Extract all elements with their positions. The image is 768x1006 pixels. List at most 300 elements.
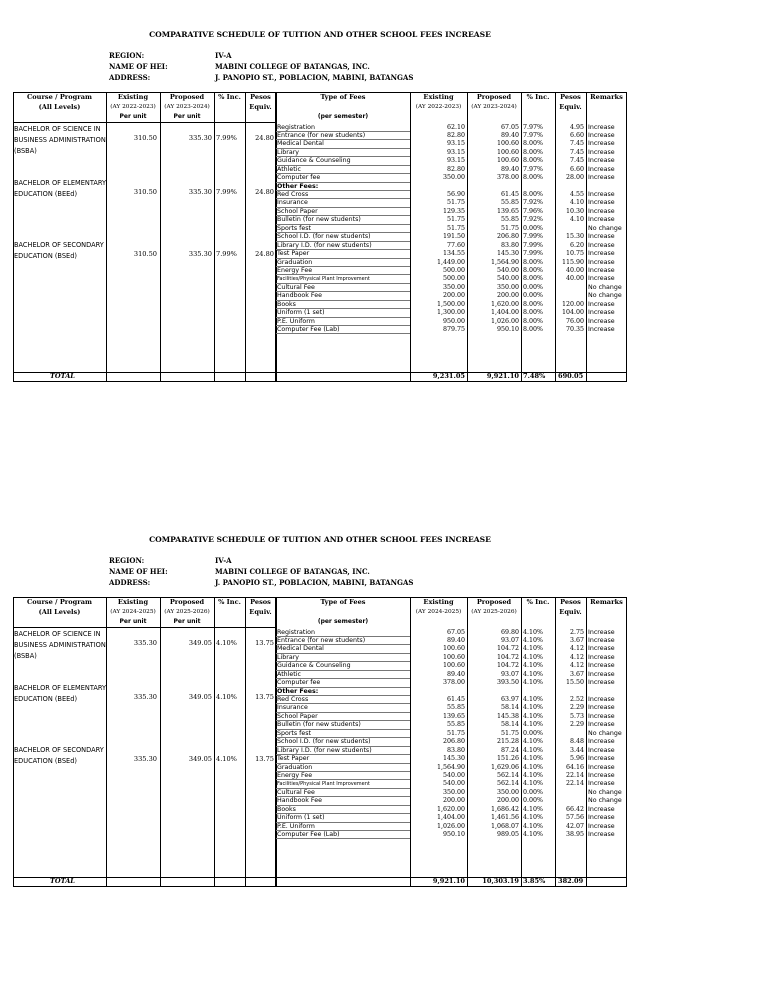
hei-label: NAME OF HEI:: [109, 62, 168, 71]
col-fee-existing-subheader: (AY 2024-2025): [415, 609, 462, 615]
fee-proposed-cell: 540.00: [496, 266, 519, 274]
fee-pct-cell: [523, 688, 555, 696]
fee-pct-cell: 4.10%: [523, 679, 544, 687]
fee-pct-cell: [523, 183, 555, 191]
fee-pesos-cell: [555, 789, 584, 797]
fee-pesos-cell: 4.95: [569, 123, 584, 131]
fee-remarks-list: [586, 124, 627, 335]
total-pct: 3.85%: [523, 877, 546, 885]
fee-pct-cell: 4.10%: [523, 653, 544, 661]
fee-pesos-cell: 7.45: [569, 157, 584, 165]
program-pesos-equiv: 24.80: [255, 134, 274, 142]
total-label: TOTAL: [50, 877, 75, 885]
per-semester-label: (per semester): [317, 618, 369, 625]
fee-pct-cell: 4.10%: [523, 738, 544, 746]
fee-proposed-cell: [467, 183, 519, 191]
col-proposed-subheader: (AY 2025-2026): [164, 609, 210, 615]
fee-type-row: Athletic: [276, 166, 410, 174]
region-label: REGION:: [109, 556, 145, 565]
col-pesos-header: Pesos: [250, 93, 271, 101]
fee-pct-cell: 4.10%: [523, 636, 544, 644]
fee-remarks-cell: No change: [588, 797, 622, 805]
total-pesos: 382.09: [558, 877, 584, 885]
program-name: BACHELOR OF SCIENCE IN BUSINESS ADMINISTRATION (BSBA): [14, 630, 106, 660]
fee-pesos-list: [555, 124, 584, 335]
fee-pct-cell: 4.10%: [523, 662, 544, 670]
fee-proposed-cell: 55.85: [500, 199, 519, 207]
fee-existing-cell: 93.15: [446, 148, 465, 156]
fee-type-row: Red Cross: [276, 696, 410, 704]
fee-pct-cell: 0.00%: [523, 224, 544, 232]
program-existing-rate: 310.50: [133, 188, 157, 196]
fee-pesos-cell: 64.16: [565, 763, 584, 771]
fee-pesos-cell: 5.96: [569, 755, 584, 763]
fee-remarks-cell: Increase: [588, 662, 615, 670]
fee-pct-cell: 8.00%: [523, 309, 544, 317]
fee-type-row: Graduation: [276, 259, 410, 267]
fee-pesos-cell: 70.35: [565, 326, 584, 333]
fee-existing-cell: 350.00: [442, 283, 465, 291]
fee-proposed-cell: [467, 688, 519, 696]
fee-existing-cell: 100.60: [442, 662, 465, 670]
region-label: REGION:: [109, 51, 145, 60]
fee-proposed-cell: 989.05: [496, 831, 519, 838]
fee-existing-cell: 1,026.00: [436, 822, 465, 830]
address-value: J. PANOPIO ST., POBLACION, MABINI, BATANGAS: [215, 578, 414, 587]
program-pct-increase: 7.99%: [216, 134, 237, 142]
fee-proposed-cell: 61.45: [500, 191, 519, 198]
fee-pesos-cell: 120.00: [561, 300, 584, 308]
fee-type-row: Bulletin (for new students): [276, 721, 410, 729]
total-existing: 9,921.10: [432, 877, 465, 885]
col-pct-header: % Inc.: [218, 598, 241, 606]
fee-existing-cell: 1,449.00: [436, 258, 465, 266]
fee-proposed-cell: 104.72: [496, 653, 519, 661]
fee-pesos-cell: [555, 225, 584, 233]
fee-type-row: Insurance: [276, 199, 410, 207]
fee-proposed-cell: 950.10: [496, 326, 519, 333]
fee-proposed-cell: 93.07: [500, 636, 519, 644]
program-pesos-equiv: 13.75: [255, 693, 274, 701]
fee-pesos-cell: 10.30: [565, 207, 584, 215]
fee-proposed-cell: 151.26: [496, 755, 519, 763]
fee-existing-cell: 51.75: [446, 729, 465, 737]
fee-remarks-cell: No change: [588, 729, 622, 737]
fee-existing-cell: 500.00: [442, 266, 465, 274]
fee-type-row: Handbook Fee: [276, 797, 410, 805]
program-name: BACHELOR OF SECONDARY EDUCATION (BSEd): [14, 746, 104, 765]
fee-pesos-cell: 57.56: [565, 814, 584, 822]
fee-proposed-list: [467, 629, 519, 840]
fee-pesos-cell: [555, 292, 584, 300]
fee-type-row: Registration: [276, 124, 410, 132]
col-pesos-subheader: Equiv.: [249, 103, 272, 111]
fee-remarks-cell: Increase: [588, 771, 615, 779]
program-pct-increase: 4.10%: [216, 693, 237, 701]
fee-type-row: School I.D. (for new students): [276, 233, 410, 241]
fee-pesos-cell: 10.75: [565, 250, 584, 258]
fee-type-row: School Paper: [276, 208, 410, 216]
fee-type-row: Library: [276, 149, 410, 157]
fee-proposed-cell: 200.00: [496, 292, 519, 300]
fee-remarks-cell: Increase: [588, 746, 615, 754]
fee-existing-cell: 61.45: [446, 696, 465, 703]
fee-pesos-cell: 4.12: [569, 653, 584, 661]
col-fee-pct-header: % Inc.: [526, 598, 550, 606]
fee-pct-cell: 8.00%: [523, 258, 544, 266]
fee-existing-cell: 93.15: [446, 157, 465, 165]
fee-remarks-cell: Increase: [588, 326, 615, 333]
fee-remarks-cell: Increase: [588, 258, 615, 266]
fee-remarks-cell: Increase: [588, 157, 615, 165]
program-pct-increase: 7.99%: [216, 188, 237, 196]
fee-proposed-cell: 89.40: [500, 131, 519, 139]
fee-type-row: Uniform (1 set): [276, 814, 410, 822]
fee-pesos-cell: 76.00: [565, 317, 584, 325]
program-existing-rate: 335.30: [133, 693, 157, 701]
fee-type-row: School I.D. (for new students): [276, 738, 410, 746]
fee-existing-cell: 540.00: [442, 771, 465, 779]
fee-type-row: P.E. Uniform: [276, 318, 410, 326]
fee-pct-cell: 4.10%: [523, 763, 544, 771]
fee-remarks-cell: Increase: [588, 165, 615, 173]
fee-type-row: Guidance & Counseling: [276, 157, 410, 165]
fee-type-row: Athletic: [276, 671, 410, 679]
fee-remarks-cell: Increase: [588, 216, 615, 224]
fee-type-row: School Paper: [276, 713, 410, 721]
fee-type-row: Computer fee: [276, 174, 410, 182]
fee-remarks-cell: Increase: [588, 780, 615, 788]
program-pct-increase: 7.99%: [216, 250, 237, 258]
fee-type-row: Library I.D. (for new students): [276, 747, 410, 755]
col-pesos-header: Pesos: [250, 598, 271, 606]
fee-remarks-cell: Increase: [588, 300, 615, 308]
region-value: IV-A: [215, 51, 232, 60]
fee-existing-cell: 100.60: [442, 653, 465, 661]
fee-pct-cell: 8.00%: [523, 300, 544, 308]
address-label: ADDRESS:: [109, 578, 151, 587]
fee-type-row: Registration: [276, 629, 410, 637]
fee-pct-cell: 8.00%: [523, 191, 544, 198]
col-fee-proposed-header: Proposed: [476, 598, 512, 606]
fee-existing-list: [410, 124, 465, 335]
col-proposed-header: Proposed: [169, 598, 205, 606]
fee-type-row: Library I.D. (for new students): [276, 242, 410, 250]
fee-existing-cell: [410, 688, 465, 696]
total-pesos: 690.05: [558, 372, 584, 380]
per-unit-label: Per unit: [173, 113, 201, 120]
total-existing: 9,231.05: [432, 372, 465, 380]
fee-proposed-cell: 55.85: [500, 216, 519, 224]
col-fee-existing-header: Existing: [423, 598, 454, 606]
fee-pesos-cell: 8.48: [569, 738, 584, 746]
fee-proposed-cell: 100.60: [496, 140, 519, 148]
fee-remarks-cell: Increase: [588, 275, 615, 283]
fee-proposed-list: [467, 124, 519, 335]
program-existing-rate: 310.50: [133, 250, 157, 258]
fee-proposed-cell: 393.50: [496, 679, 519, 687]
fee-pesos-list: [555, 629, 584, 840]
fee-existing-cell: 200.00: [442, 292, 465, 300]
program-proposed-rate: 335.30: [188, 134, 212, 142]
per-semester-label: (per semester): [317, 113, 369, 120]
col-fee-proposed-subheader: (AY 2025-2026): [471, 609, 517, 615]
fee-pesos-cell: 7.45: [569, 140, 584, 148]
fee-existing-list: [410, 629, 465, 840]
col-fee-proposed-header: Proposed: [476, 93, 512, 101]
fee-type-list: [276, 629, 410, 840]
fee-existing-cell: 82.80: [446, 131, 465, 139]
fee-pct-cell: 7.92%: [523, 216, 544, 224]
fee-remarks-cell: Increase: [588, 738, 615, 746]
fee-existing-cell: 950.00: [442, 317, 465, 325]
per-unit-label: Per unit: [173, 618, 201, 625]
fee-remarks-cell: No change: [588, 292, 622, 300]
fee-pct-list: [523, 629, 555, 840]
program-name: BACHELOR OF ELEMENTARY EDUCATION (BEEd): [14, 684, 107, 703]
fee-existing-cell: 206.80: [442, 738, 465, 746]
fee-remarks-cell: Increase: [588, 317, 615, 325]
fee-existing-cell: 100.60: [442, 645, 465, 653]
fee-pesos-cell: 40.00: [565, 275, 584, 283]
fee-proposed-cell: 1,629.06: [490, 763, 519, 771]
fee-remarks-cell: Increase: [588, 250, 615, 258]
fee-pesos-cell: 3.67: [569, 670, 584, 678]
fee-remarks-cell: Increase: [588, 241, 615, 249]
fee-type-row: Cultural Fee: [276, 789, 410, 797]
fee-pesos-cell: 4.55: [569, 191, 584, 198]
fee-proposed-cell: 206.80: [496, 233, 519, 241]
fee-pct-cell: 7.97%: [523, 165, 544, 173]
fee-pct-cell: 7.97%: [523, 131, 544, 139]
fee-existing-cell: 134.55: [442, 250, 465, 258]
fee-remarks-cell: Increase: [588, 822, 615, 830]
fee-pesos-cell: 22.14: [565, 780, 584, 788]
fee-remarks-cell: Increase: [588, 763, 615, 771]
fee-existing-cell: 540.00: [442, 780, 465, 788]
fee-remarks-cell: Increase: [588, 207, 615, 215]
fee-proposed-cell: 139.65: [496, 207, 519, 215]
fee-type-row: Test Paper: [276, 755, 410, 763]
fee-existing-cell: 879.75: [442, 326, 465, 333]
fee-pct-cell: 8.00%: [523, 148, 544, 156]
fee-proposed-cell: 1,564.90: [490, 258, 519, 266]
fee-type-row: Bulletin (for new students): [276, 216, 410, 224]
fee-remarks-cell: Increase: [588, 755, 615, 763]
fee-pesos-cell: 3.44: [569, 746, 584, 754]
col-fee-pct-header: % Inc.: [526, 93, 550, 101]
program-pesos-equiv: 24.80: [255, 250, 274, 258]
fee-existing-cell: 51.75: [446, 216, 465, 224]
col-proposed-header: Proposed: [169, 93, 205, 101]
fee-type-row: Computer Fee (Lab): [276, 831, 410, 839]
fee-pct-cell: 8.00%: [523, 317, 544, 325]
fee-remarks-cell: Increase: [588, 174, 615, 182]
fee-existing-cell: 67.05: [446, 628, 465, 636]
fee-pct-cell: 8.00%: [523, 157, 544, 165]
fee-pct-cell: 4.10%: [523, 771, 544, 779]
fee-existing-cell: 82.80: [446, 165, 465, 173]
fee-pct-cell: 8.00%: [523, 140, 544, 148]
fee-proposed-cell: 93.07: [500, 670, 519, 678]
col-fee-proposed-subheader: (AY 2023-2024): [471, 104, 517, 110]
fee-proposed-cell: 540.00: [496, 275, 519, 283]
col-fee-existing-header: Existing: [423, 93, 454, 101]
fee-remarks-cell: No change: [588, 788, 622, 796]
fee-pesos-cell: 40.00: [565, 266, 584, 274]
col-existing-header: Existing: [117, 598, 149, 606]
fee-pesos-cell: 4.10: [569, 216, 584, 224]
col-existing-subheader: (AY 2024-2025): [110, 609, 156, 615]
fee-existing-cell: 145.30: [442, 755, 465, 763]
fee-proposed-cell: 87.24: [500, 746, 519, 754]
fee-pesos-cell: [555, 688, 584, 696]
fee-proposed-cell: 58.14: [500, 704, 519, 712]
fee-proposed-cell: 63.97: [500, 696, 519, 703]
fee-existing-cell: 89.40: [446, 636, 465, 644]
fee-type-row: Facilities/Physical Plant Improvement: [276, 275, 410, 283]
program-pct-increase: 4.10%: [216, 755, 237, 763]
program-existing-rate: 335.30: [133, 639, 157, 647]
fee-pct-cell: 0.00%: [523, 729, 544, 737]
fee-proposed-cell: 378.00: [496, 174, 519, 182]
fee-pct-cell: 7.99%: [523, 233, 544, 241]
fee-existing-cell: 1,300.00: [436, 309, 465, 317]
fee-remarks-cell: Increase: [588, 653, 615, 661]
fee-pct-cell: 4.10%: [523, 822, 544, 830]
fee-pct-cell: 4.10%: [523, 712, 544, 720]
fee-type-row: Other Fees:: [276, 688, 410, 696]
fee-pesos-cell: 5.73: [569, 712, 584, 720]
fee-pesos-cell: [555, 797, 584, 805]
fee-pct-cell: 4.10%: [523, 805, 544, 813]
fee-pesos-cell: 2.29: [569, 721, 584, 729]
fee-proposed-cell: 100.60: [496, 148, 519, 156]
program-proposed-rate: 335.30: [188, 188, 212, 196]
fee-remarks-cell: Increase: [588, 704, 615, 712]
fee-pesos-cell: 4.12: [569, 662, 584, 670]
fee-pesos-cell: 28.00: [565, 174, 584, 182]
program-pct-increase: 4.10%: [216, 639, 237, 647]
fee-type-row: Uniform (1 set): [276, 309, 410, 317]
col-pct-header: % Inc.: [218, 93, 241, 101]
fee-pct-cell: 8.00%: [523, 266, 544, 274]
fee-type-row: Books: [276, 301, 410, 309]
col-remarks-header: Remarks: [590, 93, 623, 101]
fee-pct-cell: 4.10%: [523, 670, 544, 678]
col-fee-pesos-subheader: Equiv.: [559, 103, 582, 111]
fee-existing-cell: 500.00: [442, 275, 465, 283]
fee-pct-cell: 4.10%: [523, 696, 544, 703]
fee-existing-cell: 56.90: [446, 191, 465, 198]
fee-pesos-cell: 2.52: [569, 696, 584, 703]
fee-type-row: Entrance (for new students): [276, 132, 410, 140]
fee-pct-cell: 0.00%: [523, 788, 544, 796]
fee-pesos-cell: 22.14: [565, 771, 584, 779]
hei-label: NAME OF HEI:: [109, 567, 168, 576]
col-fee-pesos-subheader: Equiv.: [559, 608, 582, 616]
address-value: J. PANOPIO ST., POBLACION, MABINI, BATANGAS: [215, 73, 414, 82]
fee-pesos-cell: [555, 730, 584, 738]
fee-type-row: Medical Dental: [276, 140, 410, 148]
fee-type-row: Entrance (for new students): [276, 637, 410, 645]
fee-pesos-cell: 15.50: [565, 679, 584, 687]
fee-pct-cell: 7.97%: [523, 123, 544, 131]
fee-existing-cell: 83.80: [446, 746, 465, 754]
fee-pesos-cell: 3.67: [569, 636, 584, 644]
fee-existing-cell: 350.00: [442, 788, 465, 796]
fee-remarks-cell: Increase: [588, 140, 615, 148]
fee-remarks-cell: Increase: [588, 696, 615, 703]
fee-proposed-cell: 67.05: [500, 123, 519, 131]
program-proposed-rate: 349.05: [188, 693, 212, 701]
fee-proposed-cell: 58.14: [500, 721, 519, 729]
fee-pct-cell: 0.00%: [523, 797, 544, 805]
fee-pct-cell: 4.10%: [523, 814, 544, 822]
fee-existing-cell: [410, 183, 465, 191]
fee-type-row: Sports fest: [276, 730, 410, 738]
col-existing-header: Existing: [117, 93, 149, 101]
fee-existing-cell: 1,620.00: [436, 805, 465, 813]
fee-remarks-cell: [586, 688, 627, 696]
fee-proposed-cell: 100.60: [496, 157, 519, 165]
fee-remarks-cell: Increase: [588, 670, 615, 678]
fee-remarks-cell: Increase: [588, 199, 615, 207]
fee-type-row: Library: [276, 654, 410, 662]
fee-existing-cell: 51.75: [446, 199, 465, 207]
col-course-subheader: (All Levels): [38, 103, 81, 111]
fee-type-row: Red Cross: [276, 191, 410, 199]
fee-existing-cell: 93.15: [446, 140, 465, 148]
fee-existing-cell: 62.10: [446, 123, 465, 131]
program-pesos-equiv: 13.75: [255, 755, 274, 763]
fee-remarks-cell: No change: [588, 224, 622, 232]
fee-pct-cell: 8.00%: [523, 174, 544, 182]
col-type-header: Type of Fees: [320, 93, 366, 101]
program-name: BACHELOR OF ELEMENTARY EDUCATION (BEEd): [14, 179, 107, 198]
fee-remarks-cell: Increase: [588, 814, 615, 822]
fee-pct-cell: 4.10%: [523, 704, 544, 712]
fee-remarks-cell: Increase: [588, 148, 615, 156]
fee-pct-cell: 0.00%: [523, 283, 544, 291]
col-pesos-subheader: Equiv.: [249, 608, 272, 616]
fee-existing-cell: 1,404.00: [436, 814, 465, 822]
fee-pct-cell: 4.10%: [523, 746, 544, 754]
fee-pesos-cell: 42.07: [565, 822, 584, 830]
fee-type-row: Facilities/Physical Plant Improvement: [276, 780, 410, 788]
fee-proposed-cell: 1,461.56: [490, 814, 519, 822]
fee-proposed-cell: 350.00: [496, 283, 519, 291]
fee-existing-cell: 950.10: [442, 831, 465, 838]
fee-remarks-cell: No change: [588, 283, 622, 291]
fee-pct-cell: 8.00%: [523, 326, 544, 333]
per-unit-label: Per unit: [119, 618, 147, 625]
fee-pct-cell: 4.10%: [523, 831, 544, 838]
fee-proposed-cell: 69.80: [500, 628, 519, 636]
fee-pesos-cell: 4.10: [569, 199, 584, 207]
fee-type-row: Insurance: [276, 704, 410, 712]
fee-remarks-cell: Increase: [588, 191, 615, 198]
fee-type-row: Medical Dental: [276, 645, 410, 653]
fee-pct-cell: 4.10%: [523, 780, 544, 788]
fee-remarks-cell: Increase: [588, 131, 615, 139]
fee-proposed-cell: 51.75: [500, 224, 519, 232]
fee-existing-cell: 1,564.90: [436, 763, 465, 771]
fee-proposed-cell: 1,620.00: [490, 300, 519, 308]
col-course-header: Course / Program: [27, 93, 92, 101]
fee-existing-cell: 378.00: [442, 679, 465, 687]
fee-existing-cell: 89.40: [446, 670, 465, 678]
